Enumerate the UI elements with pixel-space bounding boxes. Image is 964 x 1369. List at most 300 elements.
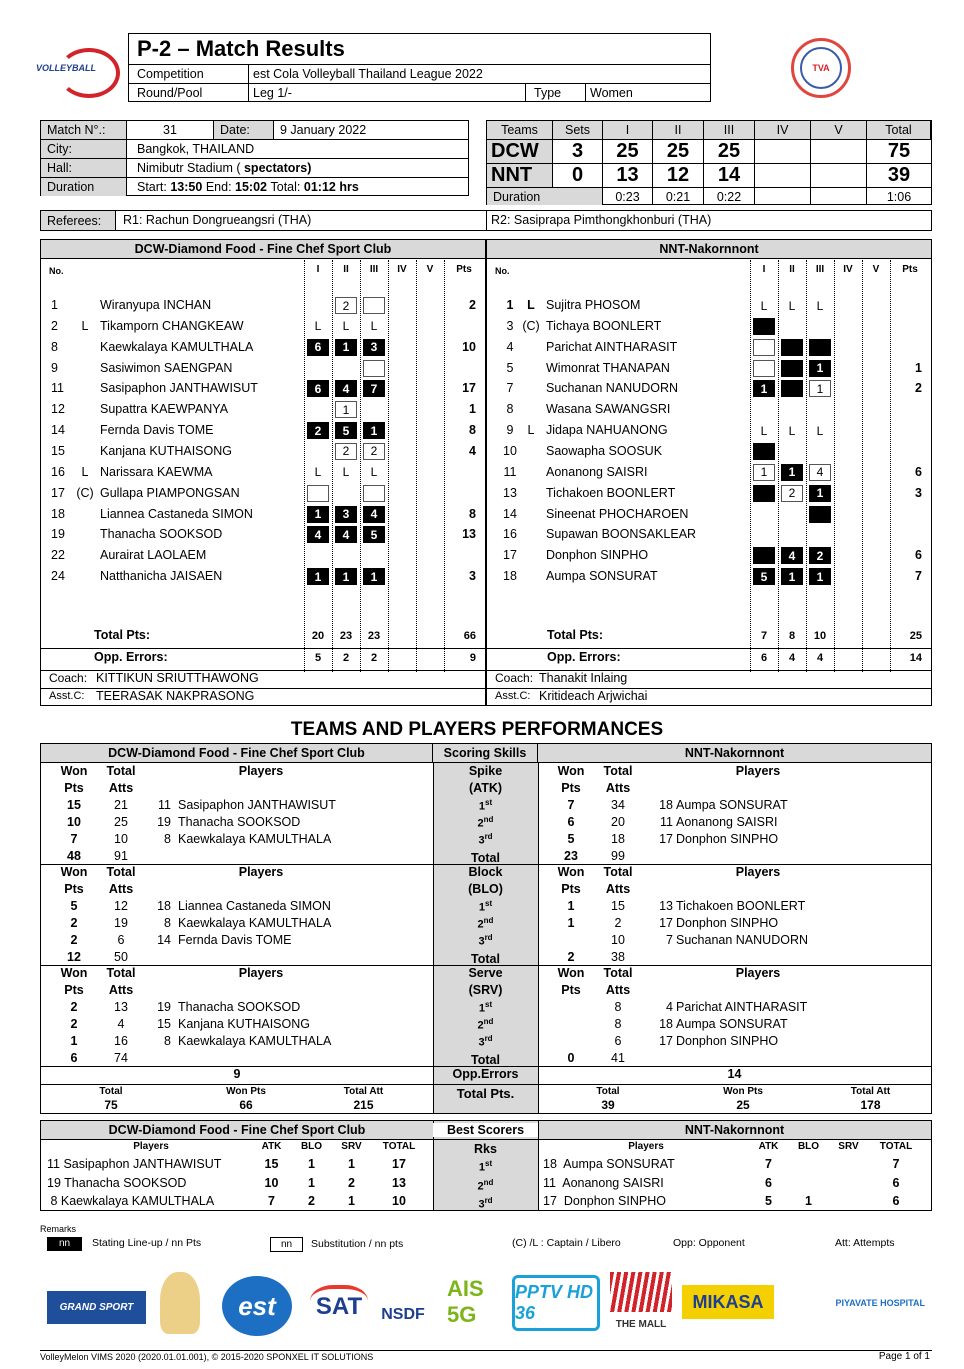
- footer-software: VolleyMelon VIMS 2020 (2020.01.01.001), © 2015-2020 SPONXEL IT SOLUTIONS: [40, 1352, 374, 1362]
- substitution-cell: 1: [753, 464, 775, 481]
- player-row: [41, 546, 485, 566]
- player-number: 2: [51, 318, 58, 333]
- city: Bangkok, THAILAND: [127, 140, 469, 159]
- won-points: 5: [567, 831, 575, 846]
- player-row: [487, 296, 931, 316]
- player-name: Thanacha SOOKSOD: [178, 814, 301, 829]
- legend-substitution-box: nn: [270, 1237, 303, 1252]
- performance-row: [538, 1000, 928, 1016]
- player-name: 8 Kaewkalaya KAMULTHALA: [47, 1194, 215, 1208]
- performance-row: [538, 798, 928, 814]
- starting-lineup-cell: 2: [307, 422, 329, 439]
- set-score: [755, 164, 811, 188]
- starting-lineup-cell: [809, 506, 831, 523]
- set-total-points: 20: [311, 630, 325, 642]
- performance-row: [41, 933, 431, 949]
- total-attempts: 20: [611, 814, 625, 829]
- left-team-name: DCW-Diamond Food - Fine Chef Sport Club: [41, 744, 433, 763]
- player-row: [41, 296, 485, 316]
- page-title: P-2 – Match Results: [137, 36, 345, 61]
- total-attempts: 16: [114, 1033, 128, 1048]
- player-number: 19: [157, 999, 171, 1014]
- player-name: Donphon SINPHO: [676, 915, 779, 930]
- rank-label: 3rd: [478, 1196, 493, 1211]
- player-name: Donphon SINPHO: [676, 1033, 779, 1048]
- player-number: 17: [503, 548, 517, 563]
- player-row: [41, 338, 485, 358]
- total-attempts: 8: [614, 999, 622, 1014]
- libero-cell: L: [760, 298, 768, 313]
- starting-lineup-cell: 5: [335, 422, 357, 439]
- block-points: 1: [308, 1157, 315, 1171]
- player-name: Supattra KAEWPANYA: [100, 402, 229, 417]
- piyavate-hospital-logo: PIYAVATE HOSPITAL: [835, 1297, 925, 1308]
- attack-points: 5: [765, 1194, 772, 1208]
- attempts-total: 41: [611, 1050, 625, 1065]
- attempts-total: 74: [114, 1050, 128, 1065]
- total-attempts: 4: [117, 1016, 125, 1031]
- pptv-logo: PPTV HD 36: [512, 1275, 600, 1331]
- player-row: [487, 442, 931, 462]
- libero-cell: L: [788, 298, 796, 313]
- starting-lineup-cell: 1: [781, 568, 803, 585]
- summary-value: 75: [104, 1098, 118, 1112]
- player-name: Tichaya BOONLERT: [546, 318, 662, 333]
- player-row: [41, 400, 485, 420]
- total-attempts: 15: [611, 898, 625, 913]
- substitution-cell: [307, 485, 329, 502]
- sets-won: 0: [553, 164, 603, 188]
- won-total: 2: [567, 949, 575, 964]
- player-number: 19: [51, 527, 65, 542]
- starting-lineup-cell: 1: [363, 422, 385, 439]
- player-name: Sineenat PHOCHAROEN: [546, 506, 689, 521]
- player-name: Kaewkalaya KAMULTHALA: [178, 1033, 332, 1048]
- libero-cell: L: [342, 465, 350, 480]
- player-number: 9: [506, 423, 514, 438]
- player-number: 8: [164, 915, 171, 930]
- starting-lineup-cell: [781, 360, 803, 377]
- set-score: 12: [653, 164, 704, 188]
- starting-lineup-cell: 1: [753, 380, 775, 397]
- opp-errors-total: 14: [909, 652, 922, 664]
- player-name: Sujitra PHOSOM: [546, 298, 641, 312]
- player-role: L: [527, 298, 535, 312]
- player-name: 11 Sasipaphon JANTHAWISUT: [47, 1157, 222, 1171]
- won-points: 2: [70, 915, 78, 930]
- player-row: [487, 317, 931, 337]
- set-duration: 0:21: [653, 188, 704, 205]
- player-points: 8: [469, 506, 476, 521]
- player-name: Wimonrat THANAPAN: [546, 360, 670, 375]
- starting-lineup-cell: 6: [307, 339, 329, 356]
- starting-lineup-cell: 1: [809, 485, 831, 502]
- skill-name: Spike: [468, 764, 503, 778]
- player-number: 18: [659, 1016, 673, 1031]
- total-attempts: 6: [117, 932, 125, 947]
- player-number: 11: [503, 464, 517, 479]
- player-name: Aurairat LAOLAEM: [100, 548, 207, 563]
- starting-lineup-cell: 7: [363, 380, 385, 397]
- referee-2: R2: Sasiprapa Pimthongkhonburi (THA): [491, 213, 712, 227]
- player-name: Jidapa NAHUANONG: [546, 423, 668, 438]
- player-name: Kaewkalaya KAMULTHALA: [100, 339, 254, 354]
- performances-table: DCW-Diamond Food - Fine Chef Sport Club Scoring Skills NNT-Nakornnont Won Total Players Pts Atts 15 21 11 Sasipaphon JANTHAWISUT 10 25 19 Thanacha SOOKSOD 7 10 8 Kaewkalaya KAMULTHALA 48 91 Won Total Players Pts Atts 7 34 18 Aumpa SONSURAT 6 20 11 Aonanong SAISRI 5 18 17 Donphon SINPHO 23 99 Spike (ATK) 1st 2nd 3rd Total Won Total Players Pts Atts 5 12 18 Liannea Castaneda SIMON 2 19 8 Kaewkalaya KAMULTHALA 2 6 14 Fernda Davis TOME 12 50 Won Total Players Pts Atts 1 15 13 Tichakoen BOONLERT 1 2 17 Donphon SINPHO 10 7 Suchanan NANUDORN 2 38 Block (BLO) 1st 2nd 3rd Total Won Total Players Pts Atts 2 13 19 Thanacha SOOKSOD 2 4 15 Kanjana KUTHAISONG 1 16 8 Kaewkalaya KAMULTHALA 6 74 Won Total Players Pts Atts 8 4 Parichat AINTHARASIT 8 18 Aumpa SONSURAT 6 17 Donphon SINPHO 0 41 Serve (SRV) 1st 2nd 3rd Total 9 Opp.Errors 14 Total Pts. Total 75 Won Pts 66 Total Att 215 Total 39 Won Pts 25 Total Att 178: [40, 743, 932, 1114]
- serve-points: 2: [348, 1175, 355, 1190]
- the-mall-logo: THE MALL: [610, 1272, 672, 1330]
- total-points: 13: [392, 1175, 406, 1190]
- total-points: 66: [463, 630, 476, 642]
- volleyball-league-logo: VOLLEYBALL: [30, 48, 122, 98]
- player-number: 8: [506, 402, 514, 417]
- player-row: [41, 567, 485, 587]
- player-role: L: [81, 464, 89, 479]
- libero-cell: L: [370, 465, 378, 480]
- substitution-cell: 1: [335, 401, 357, 418]
- opp-errors-right: 14: [727, 1067, 742, 1081]
- player-number: 17: [659, 915, 673, 930]
- player-number: 1: [51, 298, 58, 312]
- block-points: 1: [805, 1194, 812, 1208]
- player-name: Donphon SINPHO: [676, 831, 779, 846]
- performance-row: [538, 933, 928, 949]
- substitution-cell: 2: [335, 443, 357, 460]
- player-row: [487, 400, 931, 420]
- match-date: 9 January 2022: [274, 121, 469, 140]
- team-name: DCW-Diamond Food - Fine Chef Sport Club: [41, 240, 485, 259]
- player-row: [41, 484, 485, 504]
- total-attempts: 13: [114, 999, 128, 1014]
- won-points: 5: [70, 898, 78, 913]
- starting-lineup-cell: 4: [335, 380, 357, 397]
- attack-points: 15: [264, 1157, 279, 1171]
- performance-row: [41, 798, 431, 814]
- performance-row: [41, 1034, 431, 1050]
- set-duration: [811, 188, 867, 205]
- set-opp-errors: 6: [760, 652, 768, 664]
- player-points: 17: [462, 381, 476, 396]
- score-header: V: [811, 121, 867, 140]
- score-header: III: [704, 121, 755, 140]
- player-number: 18: [503, 569, 517, 584]
- ais-5g-logo: AIS 5G: [447, 1276, 484, 1327]
- set-score: 25: [603, 140, 653, 164]
- player-row: [41, 421, 485, 441]
- won-points: 1: [70, 1033, 78, 1048]
- starting-lineup-cell: 4: [363, 506, 385, 523]
- substitution-cell: [363, 360, 385, 377]
- player-points: 1: [915, 360, 922, 375]
- starting-lineup-cell: 1: [809, 360, 831, 377]
- rank-label: 1st: [478, 1159, 493, 1174]
- libero-cell: L: [816, 423, 824, 438]
- libero-cell: L: [788, 423, 796, 438]
- set-score: [755, 140, 811, 164]
- performance-row: [41, 1000, 431, 1016]
- player-number: 16: [503, 527, 517, 542]
- score-table: Teams Sets I II III IV V Total DCW 3 25 25 25 75 NNT 0 13 12 14 39 Duration 0:23 0:21 0:22 1:06: [486, 120, 932, 205]
- player-name: Wasana SAWANGSRI: [546, 402, 671, 417]
- libero-cell: L: [370, 319, 378, 334]
- total-points: 6: [892, 1194, 900, 1208]
- performances-title: TEAMS AND PLAYERS PERFORMANCES: [290, 719, 664, 740]
- coach-name: Thanakit Inlaing: [539, 671, 628, 685]
- player-name: Suchanan NANUDORN: [676, 932, 808, 947]
- block-points: 1: [308, 1175, 315, 1190]
- score-header: Sets: [553, 121, 603, 140]
- referee-1: R1: Rachun Dongrueangsri (THA): [123, 213, 312, 227]
- rank-label: 3rd: [478, 1033, 493, 1049]
- player-row: [487, 359, 931, 379]
- total-attempts: 25: [114, 814, 128, 829]
- starting-lineup-cell: 2: [809, 547, 831, 564]
- libero-cell: L: [816, 298, 824, 313]
- player-points: 1: [469, 402, 476, 417]
- player-name: Tichakoen BOONLERT: [676, 898, 806, 913]
- summary-value: 215: [353, 1098, 374, 1112]
- substitution-cell: 1: [809, 380, 831, 397]
- roster-away: NNT-Nakornnont No. I II III IV V Pts 1 L Sujitra PHOSOM L L L 3 (C) Tichaya BOONLERT 4 Parichat AINTHARASIT 5 Wimonrat THANAPAN 1 1 7 Suchanan NANUDORN 1 1 2 8 Wasana SAWANGSRI 9 L Jidapa NAHUANONG L L L 10 Saowapha SOOSUK 11 Aonanong SAISRI 1 1 4 6 13 Tichakoen BOONLERT 2 1 3 14 Sineenat PHOCHAROEN 16 Supawan BOONSAKLEAR 17 Donphon SINPHO 4 2 6 18 Aumpa SONSURAT 5 1 1 7 Total Pts: 7 8 10 25 Opp. Errors: 6 4 4 14 Coach: Thanakit Inlaing Asst.C: Kritideach Arjwichai: [486, 239, 932, 706]
- player-row: [41, 505, 485, 525]
- mikasa-logo: MIKASA: [682, 1285, 774, 1319]
- libero-cell: L: [342, 319, 350, 334]
- player-name: 11 Aonanong SAISRI: [543, 1175, 664, 1190]
- player-name: Parichat AINTHARASIT: [546, 339, 678, 354]
- starting-lineup-cell: [753, 318, 775, 335]
- player-points: 7: [915, 569, 922, 584]
- player-name: Sasipaphon JANTHAWISUT: [100, 381, 258, 396]
- starting-lineup-cell: [781, 339, 803, 356]
- rank-label: 1st: [478, 797, 493, 813]
- block-points: 2: [308, 1194, 315, 1208]
- starting-lineup-cell: 3: [335, 506, 357, 523]
- player-name: Narissara KAEWMA: [100, 464, 213, 479]
- total-points: 17: [392, 1157, 406, 1171]
- performance-row: [41, 899, 431, 915]
- assistant-coach-name: TEERASAK NAKPRASONG: [96, 689, 255, 703]
- player-name: Thanacha SOOKSOD: [178, 999, 301, 1014]
- rank-label: 3rd: [478, 831, 493, 847]
- player-number: 18: [51, 506, 65, 521]
- won-total: 23: [564, 848, 578, 863]
- won-points: 1: [567, 898, 575, 913]
- starting-lineup-cell: 5: [363, 526, 385, 543]
- total-attempts: 6: [614, 1033, 622, 1048]
- score-header: I: [603, 121, 653, 140]
- player-number: 11: [51, 381, 64, 396]
- won-total: 6: [70, 1050, 78, 1065]
- substitution-cell: 2: [363, 443, 385, 460]
- substitution-cell: 2: [781, 485, 803, 502]
- player-role: L: [527, 423, 535, 438]
- player-name: Saowapha SOOSUK: [546, 443, 663, 458]
- serve-points: 1: [348, 1157, 355, 1171]
- player-number: 4: [666, 999, 673, 1014]
- attempts-total: 91: [114, 848, 128, 863]
- attempts-total: 99: [611, 848, 625, 863]
- performance-row: [538, 899, 928, 915]
- performance-row: [538, 1017, 928, 1033]
- starting-lineup-cell: [753, 485, 775, 502]
- player-number: 17: [659, 831, 673, 846]
- starting-lineup-cell: 1: [307, 568, 329, 585]
- starting-lineup-cell: 1: [781, 464, 803, 481]
- total-attempts: 10: [611, 932, 625, 947]
- player-name: Natthanicha JAISAEN: [100, 569, 223, 584]
- total-attempts: 12: [114, 898, 128, 913]
- libero-cell: L: [760, 423, 768, 438]
- set-total-points: 7: [760, 630, 768, 642]
- substitution-cell: [363, 485, 385, 502]
- player-name: Sasipaphon JANTHAWISUT: [178, 797, 336, 812]
- coach-name: KITTIKUN SRIUTTHAWONG: [96, 671, 259, 685]
- summary-value: 25: [736, 1098, 750, 1112]
- nsdf-logo: NSDF: [381, 1306, 425, 1323]
- set-opp-errors: 4: [788, 652, 796, 664]
- player-row: [487, 505, 931, 525]
- won-points: 2: [70, 932, 78, 947]
- summary-value: 39: [601, 1098, 615, 1112]
- player-name: 19 Thanacha SOOKSOD: [47, 1175, 187, 1190]
- player-number: 15: [157, 1016, 171, 1031]
- won-points: 10: [67, 814, 81, 829]
- player-name: Aonanong SAISRI: [676, 814, 778, 829]
- player-points: 4: [469, 443, 476, 458]
- team-total: 75: [867, 140, 931, 164]
- summary-value: 178: [860, 1098, 881, 1112]
- round-value: Leg 1/-: [253, 86, 292, 100]
- won-points: 7: [70, 831, 78, 846]
- player-points: 2: [915, 381, 922, 396]
- player-number: 8: [164, 1033, 171, 1048]
- player-name: Sasiwimon SAENGPAN: [100, 360, 233, 375]
- player-name: Suchanan NANUDORN: [546, 381, 678, 396]
- won-points: 1: [567, 915, 575, 930]
- rank-label: 3rd: [478, 932, 493, 948]
- player-name: 18 Aumpa SONSURAT: [543, 1157, 675, 1171]
- emblem-logo: [160, 1272, 200, 1334]
- player-number: 12: [51, 402, 65, 417]
- total-attempts: 2: [614, 915, 622, 930]
- type-value: Women: [590, 86, 633, 100]
- sets-won: 3: [553, 140, 603, 164]
- won-points: 7: [567, 797, 575, 812]
- rank-label: 2nd: [477, 814, 494, 830]
- hall: Nimibutr Stadium ( spectators): [127, 159, 469, 178]
- score-header: II: [653, 121, 704, 140]
- won-points: 15: [67, 797, 81, 812]
- won-points: 6: [567, 814, 575, 829]
- player-row: [41, 317, 485, 337]
- player-number: 11: [660, 814, 673, 829]
- attack-points: 7: [765, 1157, 772, 1171]
- libero-cell: L: [314, 465, 322, 480]
- est-cola-logo: est: [222, 1276, 292, 1336]
- rank-label: 1st: [478, 898, 493, 914]
- opp-errors-total: 9: [469, 652, 476, 664]
- total-points: 10: [392, 1194, 406, 1208]
- best-scorers-table: DCW-Diamond Food - Fine Chef Sport Club Best Scorers NNT-Nakornnont Rks Players ATK BLO SRV TOTAL 11 Sasipaphon JANTHAWISUT 15 1 1 17 19 Thanacha SOOKSOD 10 1 2 13 8 Kaewkalaya KAMULTHALA 7 2 1 10 Players ATK BLO SRV TOTAL 18 Aumpa SONSURAT 7 7 11 Aonanong SAISRI 6 6 17 Donphon SINPHO 5 1 6 1st 2nd 3rd: [40, 1120, 932, 1211]
- performance-row: [41, 1017, 431, 1033]
- player-number: 15: [51, 443, 65, 458]
- starting-lineup-cell: 4: [781, 547, 803, 564]
- starting-lineup-cell: 6: [307, 380, 329, 397]
- title-box: P-2 – Match Results Competition est Cola Volleyball Thailand League 2022 Round/Pool Leg 1/- Type Women: [128, 33, 711, 102]
- set-opp-errors: 2: [342, 652, 350, 664]
- player-row: [487, 379, 931, 399]
- serve-points: 1: [348, 1194, 355, 1208]
- rank-label: 1st: [478, 999, 493, 1015]
- opp-errors-left: 9: [233, 1067, 241, 1081]
- player-number: 16: [51, 464, 65, 479]
- performance-row: [41, 832, 431, 848]
- starting-lineup-cell: 1: [809, 568, 831, 585]
- player-name: Kanjana KUTHAISONG: [178, 1016, 310, 1031]
- player-number: 7: [506, 381, 514, 396]
- player-number: 8: [164, 831, 171, 846]
- player-name: Liannea Castaneda SIMON: [100, 506, 253, 521]
- total-points: 25: [909, 630, 922, 642]
- player-number: 17: [51, 485, 65, 500]
- won-total: 48: [67, 848, 81, 863]
- starting-lineup-cell: [753, 547, 775, 564]
- performance-row: [538, 832, 928, 848]
- starting-lineup-cell: 1: [363, 568, 385, 585]
- player-role: (C): [76, 485, 94, 500]
- starting-lineup-cell: 1: [335, 339, 357, 356]
- team-total: 39: [867, 164, 931, 188]
- player-name: Wiranyupa INCHAN: [100, 298, 212, 312]
- starting-lineup-cell: 5: [753, 568, 775, 585]
- player-points: 6: [915, 464, 922, 479]
- player-number: 14: [503, 506, 517, 521]
- set-total-points: 8: [788, 630, 796, 642]
- player-number: 1: [506, 298, 514, 312]
- duration-total: 1:06: [886, 189, 912, 204]
- substitution-cell: 4: [809, 464, 831, 481]
- player-name: Tichakoen BOONLERT: [546, 485, 676, 500]
- player-name: Donphon SINPHO: [546, 548, 649, 563]
- total-attempts: 8: [614, 1016, 622, 1031]
- substitution-cell: 2: [335, 297, 357, 314]
- starting-lineup-cell: [753, 443, 775, 460]
- summary-value: 66: [239, 1098, 253, 1112]
- total-attempts: 21: [114, 797, 128, 812]
- libero-cell: L: [314, 319, 322, 334]
- player-points: 2: [469, 298, 476, 312]
- rank-label: 2nd: [477, 1016, 494, 1032]
- player-row: [487, 484, 931, 504]
- player-name: Kaewkalaya KAMULTHALA: [178, 831, 332, 846]
- player-points: 3: [915, 485, 922, 500]
- player-row: [487, 546, 931, 566]
- set-score: 13: [603, 164, 653, 188]
- attack-points: 6: [765, 1175, 772, 1190]
- team-code: DCW: [487, 140, 553, 164]
- score-header: IV: [755, 121, 811, 140]
- match-number: 31: [127, 121, 214, 140]
- match-duration: Start: 13:50 End: 15:02 Total: 01:12 hrs: [137, 180, 359, 194]
- player-points: 10: [462, 339, 476, 354]
- starting-lineup-cell: 1: [307, 506, 329, 523]
- player-number: 17: [659, 1033, 673, 1048]
- player-number: 14: [157, 932, 171, 947]
- player-role: (C): [522, 318, 540, 333]
- attack-points: 7: [268, 1194, 275, 1208]
- player-row: [41, 359, 485, 379]
- player-name: Kaewkalaya KAMULTHALA: [178, 915, 332, 930]
- player-number: 11: [158, 797, 171, 812]
